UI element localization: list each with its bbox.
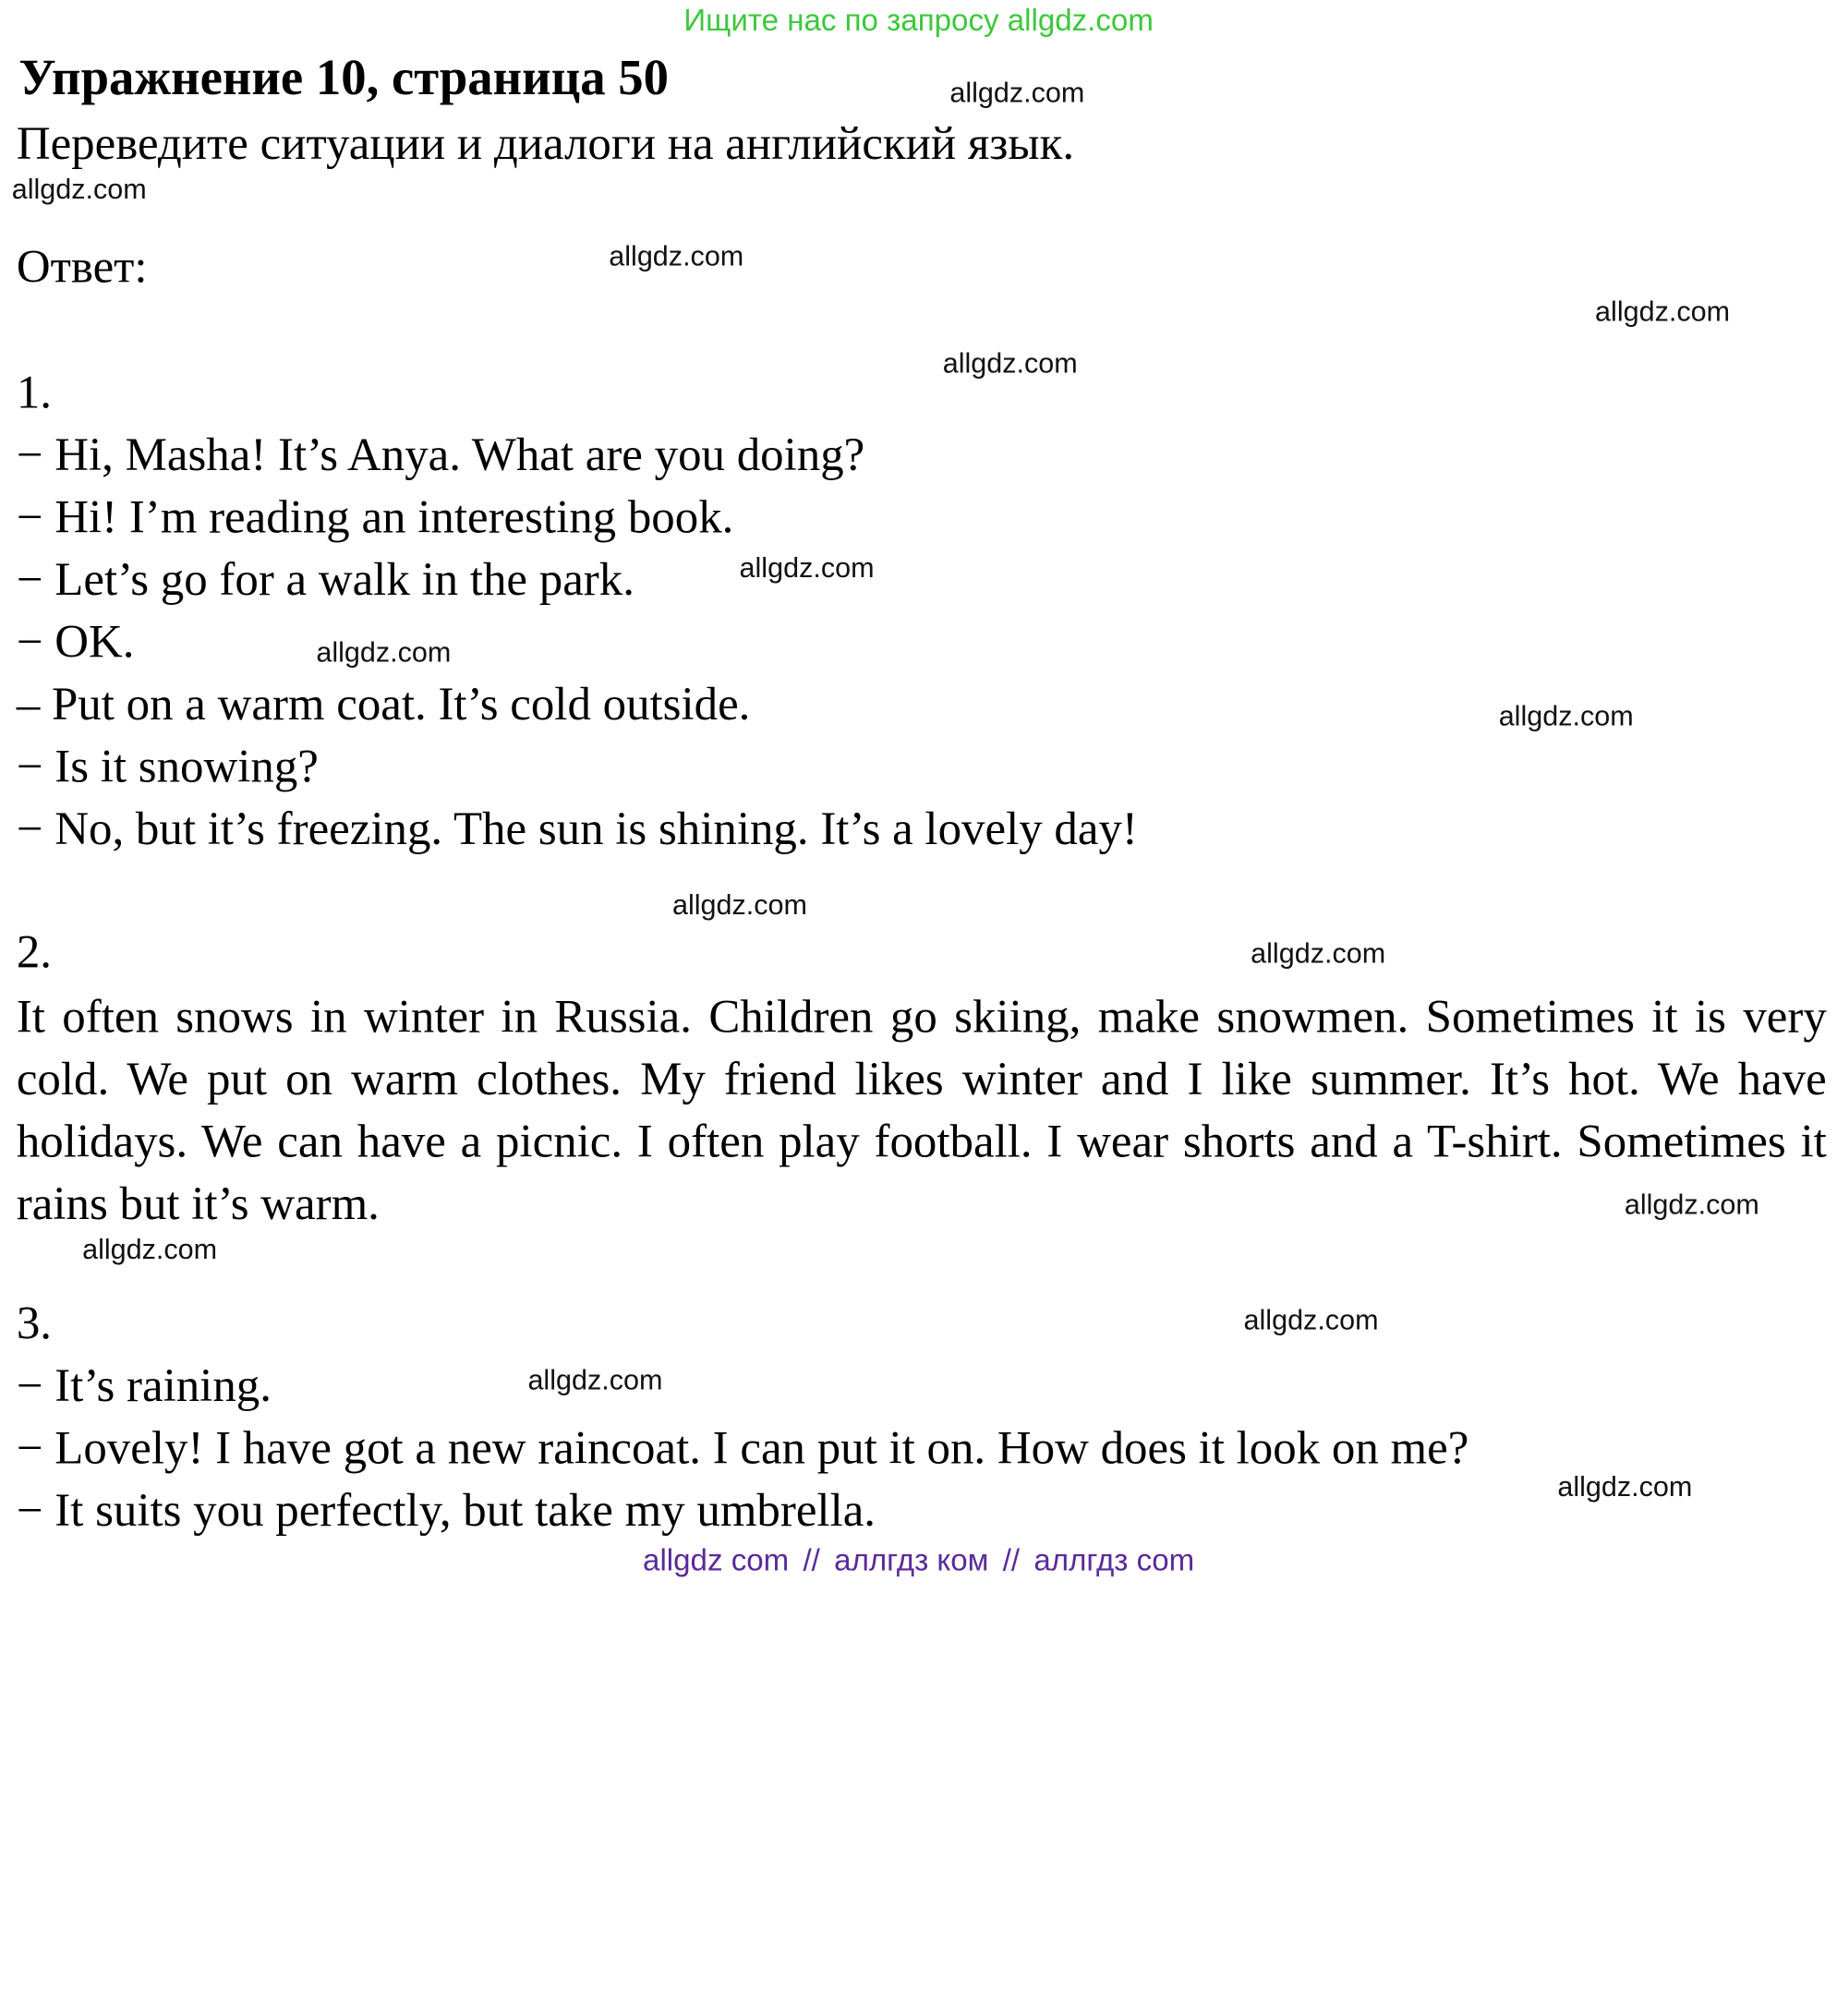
- watermark: allgdz.com: [1498, 700, 1634, 732]
- watermark: allgdz.com: [11, 174, 147, 206]
- dialogue-line: − It’s raining.: [16, 1358, 272, 1412]
- header-banner: Ищите нас по запросу allgdz.com: [683, 2, 1154, 38]
- dialogue-line: − Lovely! I have got a new raincoat. I can put it on. How does it look on me?: [16, 1420, 1469, 1474]
- watermark: allgdz.com: [316, 636, 452, 670]
- watermark: allgdz.com: [609, 240, 744, 273]
- section-3-number: 3.: [16, 1296, 52, 1350]
- dialogue-line: − Let’s go for a walk in the park.: [16, 552, 634, 606]
- section-2-paragraph: It often snows in winter in Russia. Children go skiing, make snowmen. Sometimes it is very cold. We put on warm clothes. My friend likes winter and I like summer. It’s hot. We have holidays. We can have a picnic. I often play football. I wear shorts and a T-shirt. Sometimes it rains but it’s warm.: [16, 989, 1827, 1230]
- watermark: allgdz.com: [82, 1234, 218, 1266]
- dialogue-line: − It suits you perfectly, but take my umbrella.: [16, 1483, 876, 1537]
- watermark: allgdz.com: [1251, 937, 1386, 970]
- exercise-title: Упражнение 10, страница 50: [18, 50, 670, 106]
- watermark: allgdz.com: [1624, 1189, 1759, 1222]
- footer-link-1: allgdz com: [643, 1541, 790, 1577]
- exercise-instruction: Переведите ситуации и диалоги на английский язык.: [16, 115, 1075, 170]
- watermark: allgdz.com: [527, 1364, 663, 1396]
- section-2-number: 2.: [16, 924, 52, 978]
- dialogue-line: – Put on a warm coat. It’s cold outside.: [16, 677, 751, 730]
- answer-label: Ответ:: [16, 239, 148, 293]
- watermark: allgdz.com: [942, 347, 1078, 380]
- dialogue-line: − OK.: [16, 614, 135, 668]
- watermark: allgdz.com: [671, 889, 807, 922]
- watermark: allgdz.com: [1243, 1304, 1379, 1337]
- section-1-number: 1.: [16, 365, 52, 419]
- footer: [0, 1542, 1837, 1578]
- dialogue-line: − No, but it’s freezing. The sun is shining. It’s a lovely day!: [16, 801, 1138, 855]
- dialogue-line: − Hi! I’m reading an interesting book.: [16, 489, 734, 543]
- watermark: allgdz.com: [949, 77, 1085, 110]
- dialogue-line: − Is it snowing?: [16, 739, 319, 792]
- footer-separator: //: [803, 1541, 820, 1577]
- watermark: allgdz.com: [1595, 296, 1731, 329]
- footer-link-3: аллгдз com: [1033, 1541, 1195, 1577]
- dialogue-line: − Hi, Masha! It’s Anya. What are you doing?: [16, 428, 865, 481]
- footer-separator: //: [1002, 1541, 1021, 1577]
- watermark: allgdz.com: [1557, 1471, 1693, 1503]
- watermark: allgdz.com: [739, 552, 875, 585]
- footer-link-2: аллгдз ком: [834, 1541, 989, 1577]
